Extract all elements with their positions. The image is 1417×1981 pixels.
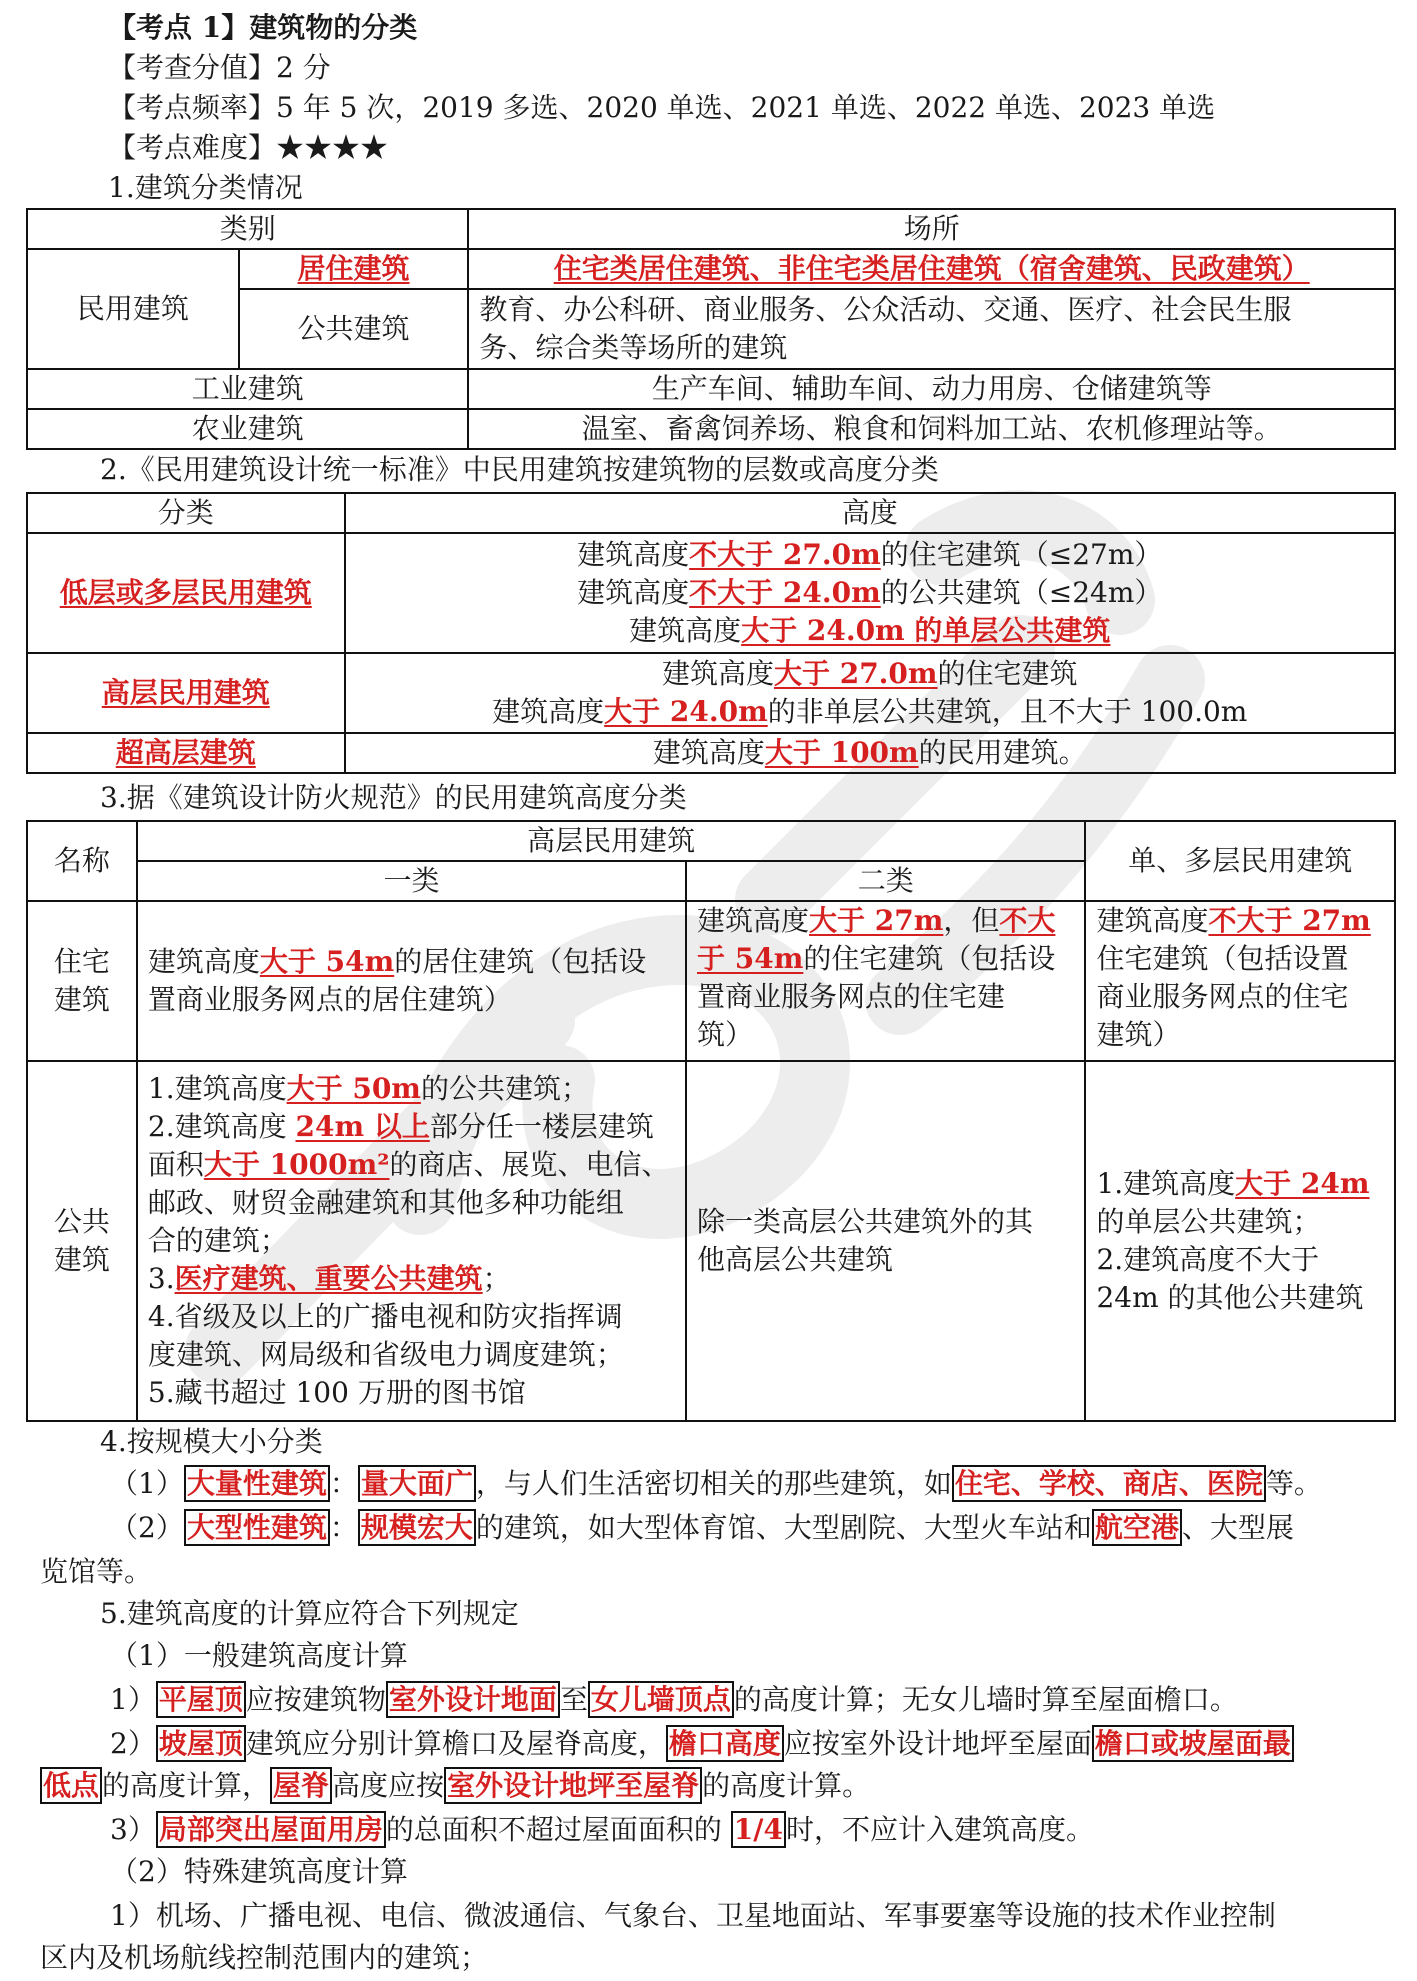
cell-nongye: 农业建筑	[27, 409, 468, 449]
r1-desc: 建筑高度不大于 27.0m的住宅建筑（≤27m） 建筑高度不大于 24.0m的公共建筑（≤24m） 建筑高度大于 24.0m 的单层公共建筑	[345, 533, 1395, 653]
height-category-table	[26, 492, 1396, 774]
sec5-item1: 1） 平屋顶 应按建筑物 室外设计地面 至 女儿墙顶点 的高度计算；无女儿墙时算至屋面檐口。	[110, 1683, 1238, 1716]
r1-name: 低层或多层民用建筑	[59, 576, 312, 609]
pinlv-value: 5 年 5 次，2019 多选、2020 单选、2021 单选、2022 单选、2023 单选	[276, 91, 1216, 124]
kaodian-title-line	[108, 8, 417, 48]
th-leibie: 类别	[27, 209, 468, 249]
pinlv-line	[108, 88, 1215, 128]
cell-juzhu: 居住建筑	[297, 252, 410, 285]
cell-minyong: 民用建筑	[27, 249, 239, 369]
fire-code-table	[26, 820, 1396, 1422]
th-erlei: 二类	[686, 861, 1085, 901]
nandu-stars: ★★★★	[276, 131, 389, 164]
cell-gonggong-fire: 公共 建筑	[27, 1061, 137, 1421]
sec5-sub2: （2）特殊建筑高度计算	[110, 1855, 408, 1888]
sec4-p2: （2） 大型性建筑 ： 规模宏大 的建筑，如大型体育馆、大型剧院、大型火车站和 航空港 、大型展	[110, 1511, 1294, 1544]
th-danduo: 单、多层民用建筑	[1085, 821, 1395, 901]
th-mingcheng: 名称	[27, 821, 137, 901]
sec4-p2-cont: 览馆等。	[40, 1555, 153, 1588]
gg-yilei: 1.建筑高度大于 50m的公共建筑； 2.建筑高度 24m 以上部分任一楼层建筑 面积大于 1000m²的商店、展览、电信、 邮政、财贸金融建筑和其他多种功能组 合的建筑； 3.医疗建筑、重要公共建筑； 4.省级及以上的广播电视和防灾指挥调 度建筑、网局级和省级电力调度建筑； 5.藏书超过 100 万册的图书馆	[137, 1061, 686, 1421]
fenzhi-label: 【考查分值】	[108, 51, 277, 84]
sec5-item2-cont: 低点 的高度计算， 屋脊 高度应按 室外设计地坪至屋脊 的高度计算。	[40, 1766, 870, 1806]
zz-yilei: 建筑高度大于 54m的居住建筑（包括设 置商业服务网点的居住建筑）	[137, 901, 686, 1061]
pinlv-label: 【考点频率】	[108, 91, 277, 124]
th-gaodu: 高度	[345, 493, 1395, 533]
cell-gongye-desc: 生产车间、辅助车间、动力用房、仓储建筑等	[468, 369, 1395, 409]
sec4-p1: （1） 大量性建筑 ： 量大面广 ，与人们生活密切相关的那些建筑，如 住宅、学校、商店、医院 等。	[110, 1467, 1322, 1500]
th-fenlei: 分类	[27, 493, 345, 533]
th-changsuo: 场所	[468, 209, 1395, 249]
gonggong-desc-line1: 教育、办公科研、商业服务、公众活动、交通、医疗、社会民生服	[479, 293, 1292, 326]
nandu-label: 【考点难度】	[108, 131, 277, 164]
cell-zhuzhai: 住宅 建筑	[27, 901, 137, 1061]
kaodian-title: 建筑物的分类	[249, 11, 418, 44]
sec2-title: 2.《民用建筑设计统一标准》中民用建筑按建筑物的层数或高度分类	[100, 453, 939, 486]
cell-gonggong-desc	[468, 289, 1395, 369]
nandu-line	[108, 128, 388, 168]
r3-desc: 建筑高度大于 100m的民用建筑。	[345, 733, 1395, 773]
th-gaoceng: 高层民用建筑	[137, 821, 1086, 861]
cell-gonggong: 公共建筑	[239, 289, 469, 369]
cell-gongye: 工业建筑	[27, 369, 468, 409]
r3-name: 超高层建筑	[115, 736, 256, 769]
r2-name: 高层民用建筑	[101, 676, 270, 709]
sec5-special-1-cont: 区内及机场航线控制范围内的建筑；	[40, 1941, 489, 1974]
fenzhi-line	[108, 48, 331, 88]
r2-desc: 建筑高度大于 27.0m的住宅建筑 建筑高度大于 24.0m的非单层公共建筑，且不大于 100.0m	[345, 653, 1395, 733]
fenzhi-value: 2 分	[276, 51, 331, 84]
sec5-item2: 2） 坡屋顶 建筑应分别计算檐口及屋脊高度， 檐口高度 应按室外设计地坪至屋面 檐口或坡屋面最	[110, 1724, 1294, 1764]
gonggong-desc-line2: 务、综合类等场所的建筑	[479, 331, 788, 364]
building-category-table	[26, 208, 1396, 450]
gg-erlei: 除一类高层公共建筑外的其 他高层公共建筑	[686, 1061, 1085, 1421]
sec1-title: 1.建筑分类情况	[108, 171, 303, 204]
cell-nongye-desc: 温室、畜禽饲养场、粮食和饲料加工站、农机修理站等。	[468, 409, 1395, 449]
sec5-item3: 3） 局部突出屋面用房 的总面积不超过屋面面积的 1/4 时，不应计入建筑高度。	[110, 1813, 1094, 1846]
sec3-title: 3.据《建筑设计防火规范》的民用建筑高度分类	[100, 781, 687, 814]
sec4-title: 4.按规模大小分类	[100, 1425, 323, 1458]
th-yilei: 一类	[137, 861, 686, 901]
sec5-special-1: 1）机场、广播电视、电信、微波通信、气象台、卫星地面站、军事要塞等设施的技术作业控制	[110, 1899, 1276, 1932]
sec5-sub1: （1）一般建筑高度计算	[110, 1639, 408, 1672]
zz-danduo: 建筑高度不大于 27m 住宅建筑（包括设置 商业服务网点的住宅 建筑）	[1085, 901, 1395, 1061]
zz-erlei: 建筑高度大于 27m，但不大 于 54m的住宅建筑（包括设 置商业服务网点的住宅建 筑）	[686, 901, 1085, 1061]
sec5-title: 5.建筑高度的计算应符合下列规定	[100, 1597, 519, 1630]
cell-juzhu-desc: 住宅类居住建筑、非住宅类居住建筑（宿舍建筑、民政建筑）	[553, 252, 1310, 285]
kaodian-label: 【考点 1】	[108, 11, 250, 44]
gg-danduo: 1.建筑高度大于 24m 的单层公共建筑； 2.建筑高度不大于 24m 的其他公共建筑	[1085, 1061, 1395, 1421]
